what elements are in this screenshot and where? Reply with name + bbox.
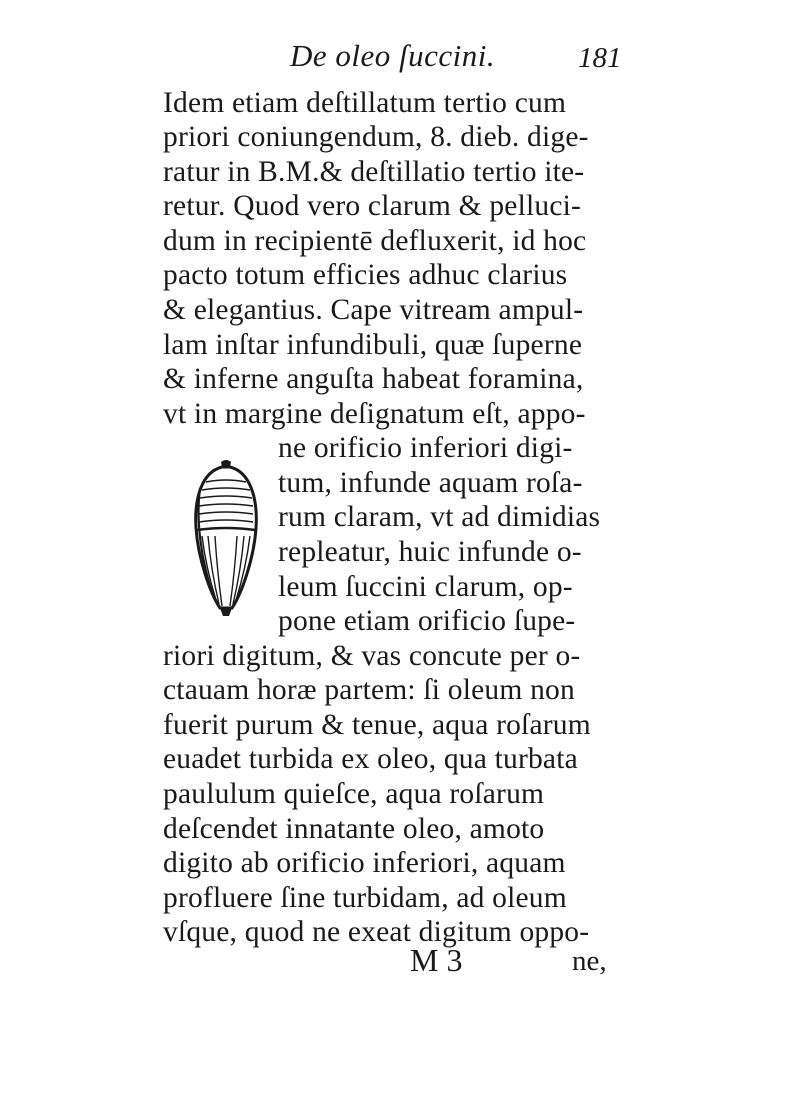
text-line: vt in margine deſignatum eſt, appo-: [163, 398, 586, 430]
text-line: paululum quieſce, aqua roſarum: [163, 778, 545, 810]
text-line: ratur in B.M.& deſtillatio tertio ite-: [163, 156, 585, 188]
text-line: ctauam horæ partem: ſi oleum non: [163, 674, 575, 706]
text-line: & inferne anguſta habeat foramina,: [163, 363, 584, 395]
signature-mark: M 3: [410, 942, 463, 978]
text-line: profluere ſine turbidam, ad oleum: [163, 882, 567, 914]
text-line: ne orificio inferiori digi-: [278, 432, 573, 464]
text-line: lam inſtar infundibuli, quæ ſuperne: [163, 329, 583, 361]
text-line: priori coniungendum, 8. dieb. dige-: [163, 121, 589, 153]
text-line: leum ſuccini clarum, op-: [278, 571, 573, 603]
text-line: pacto totum efficies adhuc clarius: [163, 259, 568, 291]
text-line: euadet turbida ex oleo, qua turbata: [163, 743, 578, 775]
text-line: & elegantius. Cape vitream ampul-: [163, 294, 584, 326]
text-line: digito ab orificio inferiori, aquam: [163, 847, 566, 879]
text-line: deſcendet innatante oleo, amoto: [163, 813, 545, 845]
text-line: pone etiam orificio ſupe-: [278, 605, 576, 637]
text-line: repleatur, huic infunde o-: [278, 536, 582, 568]
text-line: Idem etiam deſtillatum tertio cum: [163, 87, 567, 119]
text-line: vſque, quod ne exeat digitum oppo-: [163, 916, 590, 948]
text-line: tum, infunde aquam roſa-: [278, 467, 583, 499]
catchword: ne,: [572, 945, 607, 977]
text-line: retur. Quod vero clarum & pelluci-: [163, 190, 582, 222]
text-line: riori digitum, & vas concute per o-: [163, 640, 581, 672]
separating-flask-icon: [190, 458, 262, 618]
text-line: rum claram, vt ad dimidias: [278, 501, 601, 533]
text-line: fuerit purum & tenue, aqua roſarum: [163, 709, 591, 741]
running-title: De oleo ſuccini.: [290, 38, 496, 73]
text-line: dum in recipientē defluxerit, id hoc: [163, 225, 587, 257]
page-number: 181: [578, 42, 622, 74]
